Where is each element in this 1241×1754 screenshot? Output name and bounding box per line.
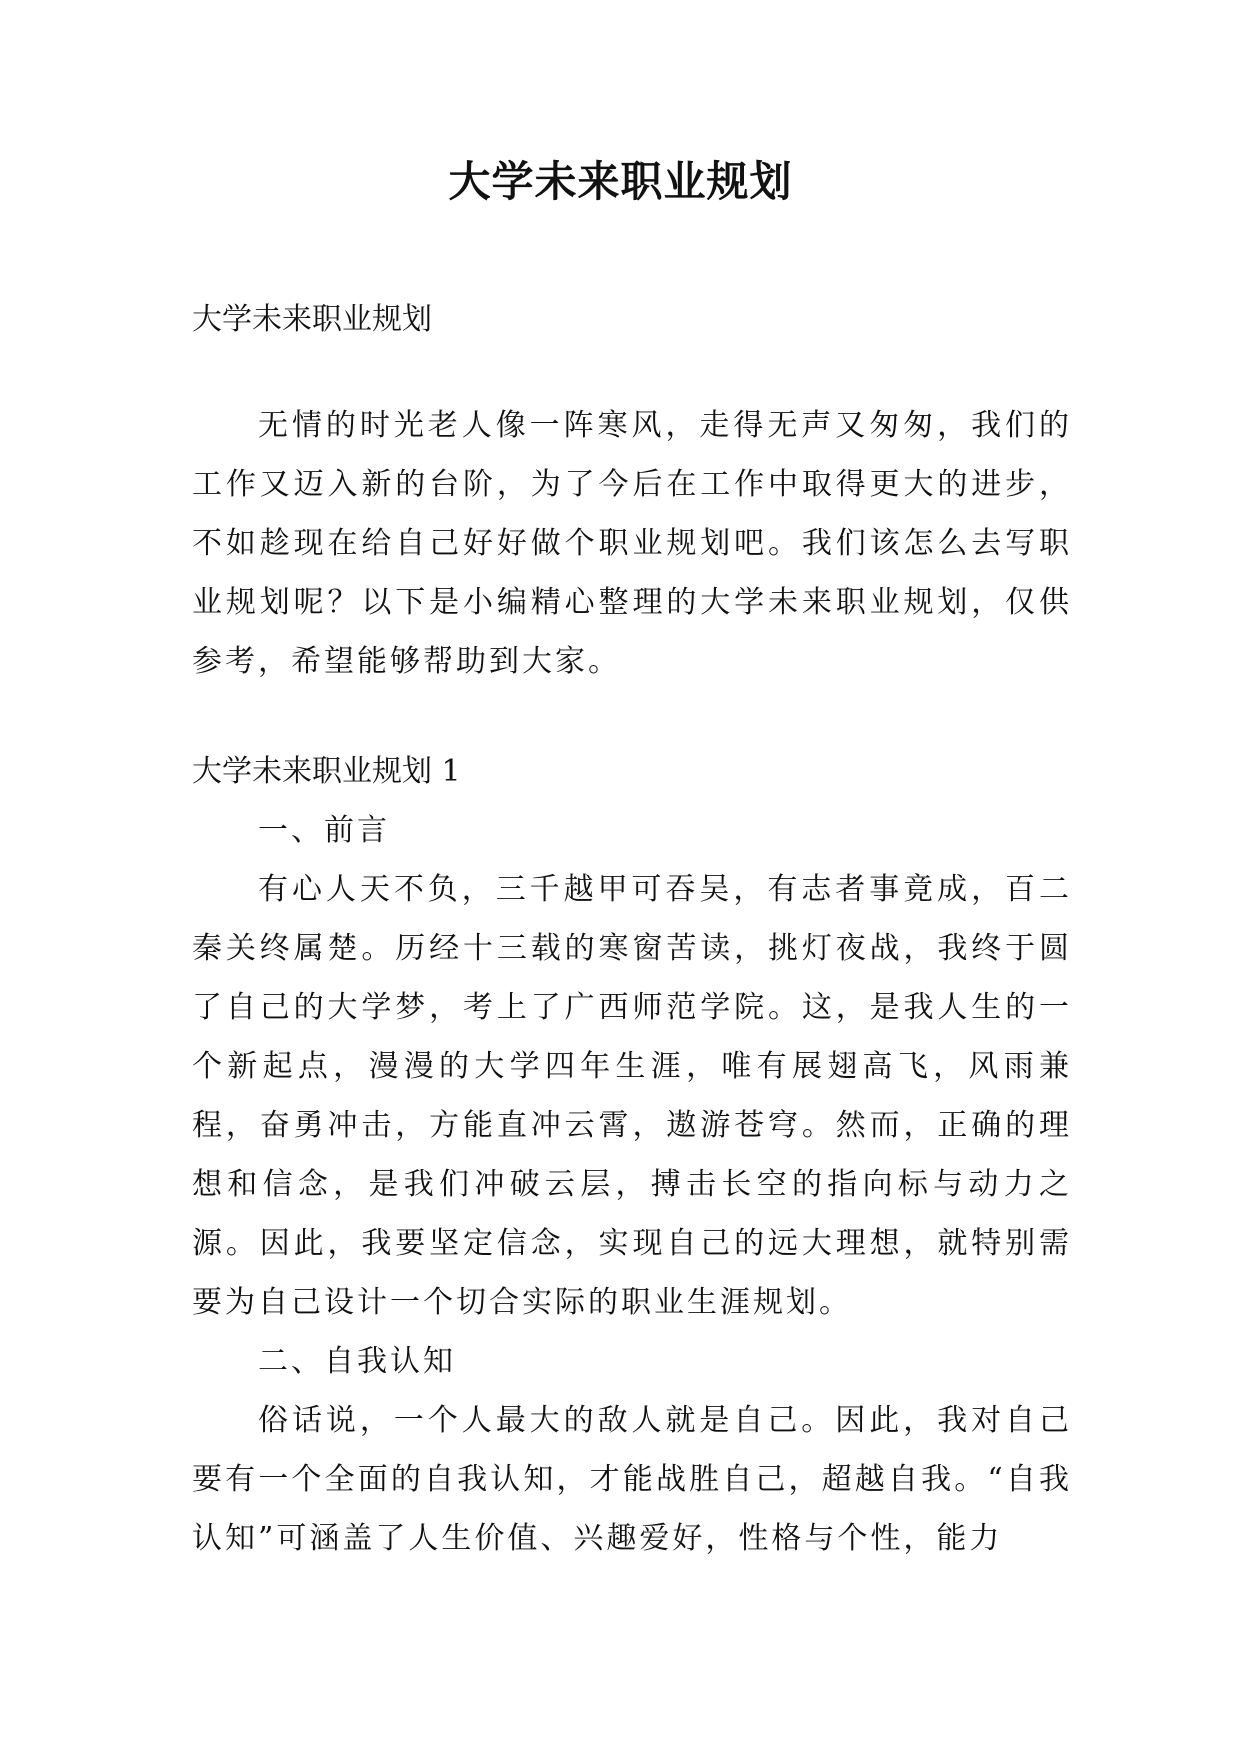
self-awareness-paragraph: 俗话说，一个人最大的敌人就是自己。因此，我对自己要有一个全面的自我认知，才能战胜自己，超越自我。“自我认知”可涵盖了人生价值、兴趣爱好，性格与个性，能力 bbox=[192, 1403, 1072, 1556]
heading-self-awareness: 二、自我认知 bbox=[258, 1344, 456, 1379]
section-title: 大学未来职业规划 1 bbox=[192, 754, 461, 789]
preface-paragraph: 有心人天不负，三千越甲可吞吴，有志者事竟成，百二秦关终属楚。历经十三载的寒窗苦读，挑灯夜战，我终于圆了自己的大学梦，考上了广西师范学院。这，是我人生的一个新起点，漫漫的大学四年生涯，唯有展翅高飞，风雨兼程，奋勇冲击，方能直冲云霄，遨游苍穹。然而，正确的理想和信念，是我们冲破云层，搏击长空的指向标与动力之源。因此，我要坚定信念，实现自己的远大理想，就特别需要为自己设计一个切合实际的职业生涯规划。 bbox=[192, 872, 1072, 1320]
document-subtitle: 大学未来职业规划 bbox=[192, 302, 432, 337]
intro-paragraph: 无情的时光老人像一阵寒风，走得无声又匆匆，我们的工作又迈入新的台阶，为了今后在工作中取得更大的进步，不如趁现在给自己好好做个职业规划吧。我们该怎么去写职业规划呢？以下是小编精心整理的大学未来职业规划，仅供参考，希望能够帮助到大家。 bbox=[192, 408, 1072, 679]
heading-preface: 一、前言 bbox=[258, 813, 390, 848]
document-body bbox=[192, 290, 1072, 1568]
document-title: 大学未来职业规划 bbox=[448, 157, 793, 206]
